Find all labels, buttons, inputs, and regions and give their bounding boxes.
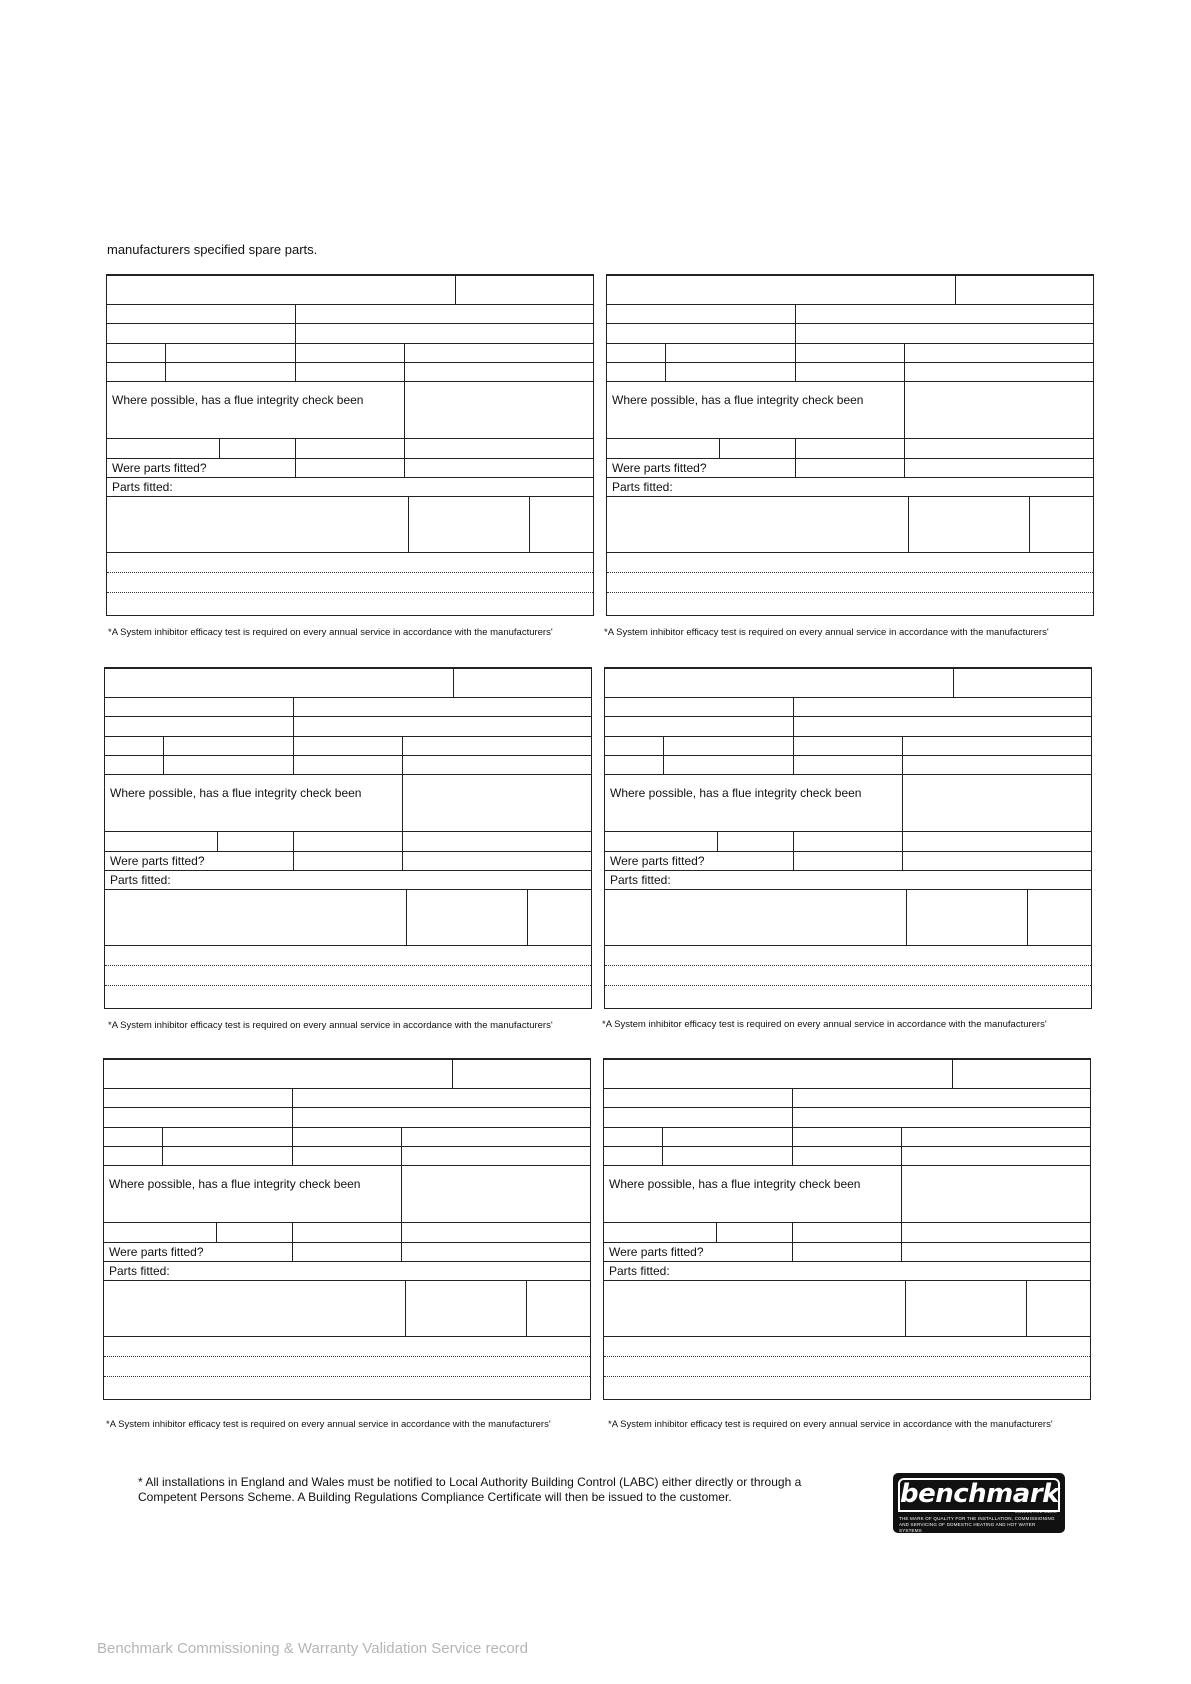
inhibitor-test-note: *A System inhibitor efficacy test is required on every annual service in accordance with the manufacturers' — [108, 627, 553, 638]
parts-fitted-question-label: Were parts fitted? — [609, 1245, 704, 1259]
flue-check-label: Where possible, has a flue integrity check been — [609, 1177, 861, 1191]
parts-fitted-label: Parts fitted: — [112, 480, 173, 494]
parts-fitted-question-label: Were parts fitted? — [109, 1245, 204, 1259]
service-record-card-5 — [103, 1058, 591, 1400]
inhibitor-test-note: *A System inhibitor efficacy test is required on every annual service in accordance with the manufacturers' — [602, 1019, 1047, 1030]
parts-fitted-question-label: Were parts fitted? — [110, 854, 205, 868]
labc-notice-line-1: * All installations in England and Wales must be notified to Local Authority Building Control (LABC) either directly or through a — [138, 1475, 802, 1489]
intro-text: manufacturers specified spare parts. — [107, 242, 318, 257]
parts-fitted-label: Parts fitted: — [610, 873, 671, 887]
labc-notice — [138, 1475, 801, 1505]
flue-check-label: Where possible, has a flue integrity check been — [610, 786, 862, 800]
service-record-card-4 — [604, 667, 1092, 1009]
benchmark-logo — [893, 1473, 1065, 1533]
inhibitor-test-note: *A System inhibitor efficacy test is required on every annual service in accordance with the manufacturers' — [106, 1419, 551, 1430]
parts-fitted-label: Parts fitted: — [110, 873, 171, 887]
service-record-card-6 — [603, 1058, 1091, 1400]
benchmark-logo-name: benchmark — [898, 1478, 1060, 1512]
parts-fitted-question-label: Were parts fitted? — [610, 854, 705, 868]
inhibitor-test-note: *A System inhibitor efficacy test is required on every annual service in accordance with the manufacturers' — [108, 1020, 553, 1031]
inhibitor-test-note: *A System inhibitor efficacy test is required on every annual service in accordance with the manufacturers' — [604, 627, 1049, 638]
flue-check-label: Where possible, has a flue integrity check been — [110, 786, 362, 800]
parts-fitted-question-label: Were parts fitted? — [612, 461, 707, 475]
benchmark-logo-sub: COLLECTIVE MARK — [1014, 1509, 1057, 1514]
parts-fitted-question-label: Were parts fitted? — [112, 461, 207, 475]
service-record-card-1 — [106, 274, 594, 616]
parts-fitted-label: Parts fitted: — [109, 1264, 170, 1278]
inhibitor-test-note: *A System inhibitor efficacy test is required on every annual service in accordance with the manufacturers' — [608, 1419, 1053, 1430]
flue-check-label: Where possible, has a flue integrity check been — [612, 393, 864, 407]
labc-notice-line-2: Competent Persons Scheme. A Building Regulations Compliance Certificate will then be issued to the customer. — [138, 1490, 732, 1504]
flue-check-label: Where possible, has a flue integrity check been — [109, 1177, 361, 1191]
benchmark-logo-tagline: THE MARK OF QUALITY FOR THE INSTALLATION, COMMISSIONING AND SERVICING OF DOMESTIC HEATING AND HOT WATER SYSTEMS — [899, 1516, 1055, 1533]
flue-check-label: Where possible, has a flue integrity check been — [112, 393, 364, 407]
parts-fitted-label: Parts fitted: — [609, 1264, 670, 1278]
service-record-card-3 — [104, 667, 592, 1009]
service-record-card-2 — [606, 274, 1094, 616]
parts-fitted-label: Parts fitted: — [612, 480, 673, 494]
document-title: Benchmark Commissioning & Warranty Validation Service record — [97, 1640, 528, 1657]
